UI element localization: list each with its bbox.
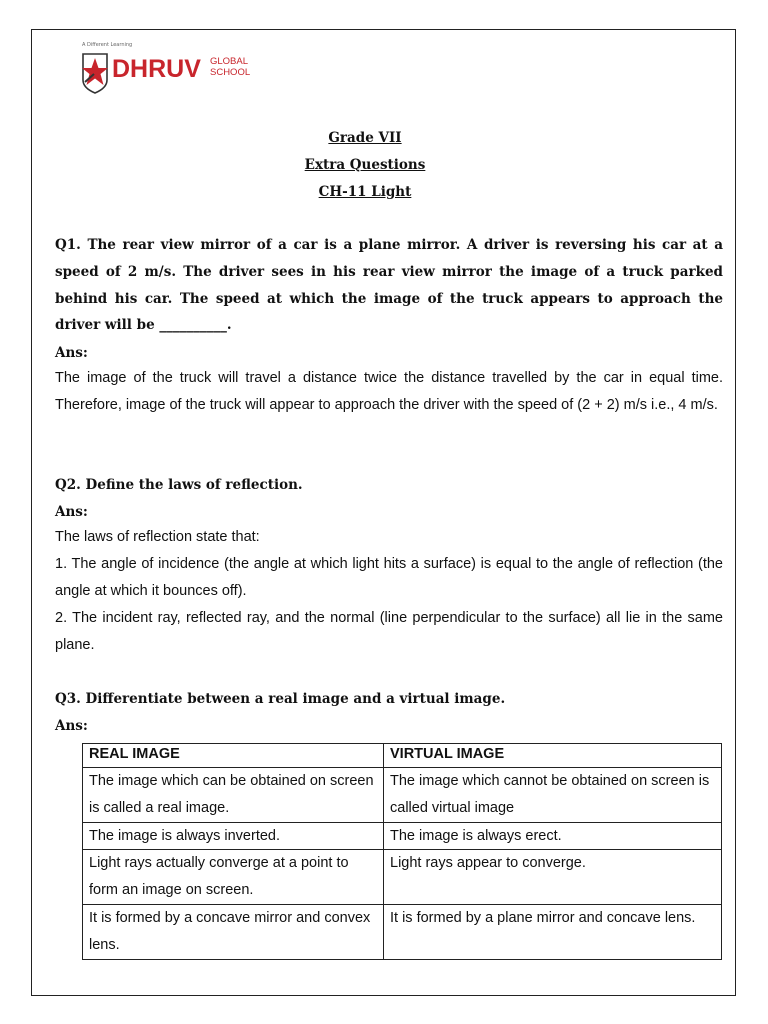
table-row <box>83 904 722 959</box>
logo-sub-school: SCHOOL <box>210 67 251 78</box>
table-cell: The image which cannot be obtained on screen is called virtual image <box>384 768 722 823</box>
table-header-row <box>83 744 722 768</box>
table-cell: The image is always erect. <box>384 822 722 850</box>
question-2: Q2. Define the laws of reflection. <box>55 477 303 493</box>
comparison-table <box>82 743 722 960</box>
table-cell: It is formed by a concave mirror and convex lens. <box>83 904 384 959</box>
logo-tagline: A Different Learning <box>82 42 133 48</box>
answer-2-point-1: 1. The angle of incidence (the angle at which light hits a surface) is equal to the angle of reflection (the angle at which it bounces off). <box>55 556 723 599</box>
table-header-cell: REAL IMAGE <box>83 744 384 768</box>
table-cell: The image which can be obtained on screen is called a real image. <box>83 768 384 823</box>
grade-heading: Grade VII <box>328 130 402 146</box>
table-cell: It is formed by a plane mirror and concave lens. <box>384 904 722 959</box>
table-header-cell: VIRTUAL IMAGE <box>384 744 722 768</box>
question-1: Q1. The rear view mirror of a car is a plane mirror. A driver is reversing his car at a speed of 2 m/s. The driver sees in his rear view mirror the image of a truck parked behind his car. The speed at which the image of the truck appears to approach the driver will be __________. <box>55 237 723 334</box>
answer-1-text: The image of the truck will travel a distance twice the distance travelled by the car in equal time. Therefore, image of the truck will appear to approach the driver with the speed of (2 + 2) m/s i.e., 4 m/s. <box>55 370 723 413</box>
table-cell: Light rays appear to converge. <box>384 850 722 905</box>
table-cell: Light rays actually converge at a point to form an image on screen. <box>83 850 384 905</box>
table-row <box>83 822 722 850</box>
logo-subtitle <box>210 56 250 78</box>
answer-2-intro: The laws of reflection state that: <box>55 529 260 545</box>
logo-brand-name: DHRUV <box>112 55 201 83</box>
table-cell: The image is always inverted. <box>83 822 384 850</box>
subtitle-heading: Extra Questions <box>304 157 426 173</box>
school-logo <box>80 42 250 98</box>
answer-2-point-2: 2. The incident ray, reflected ray, and the normal (line perpendicular to the surface) all lie in the same plane. <box>55 610 723 653</box>
question-3: Q3. Differentiate between a real image and a virtual image. <box>55 691 506 707</box>
answer-3-label: Ans: <box>55 718 88 734</box>
answer-2-label: Ans: <box>55 504 88 520</box>
logo-sub-global: GLOBAL <box>210 56 249 67</box>
table-row <box>83 850 722 905</box>
chapter-heading: CH-11 Light <box>318 184 412 200</box>
star-emblem-icon <box>80 52 110 94</box>
table-row <box>83 768 722 823</box>
answer-1-label: Ans: <box>55 345 88 361</box>
